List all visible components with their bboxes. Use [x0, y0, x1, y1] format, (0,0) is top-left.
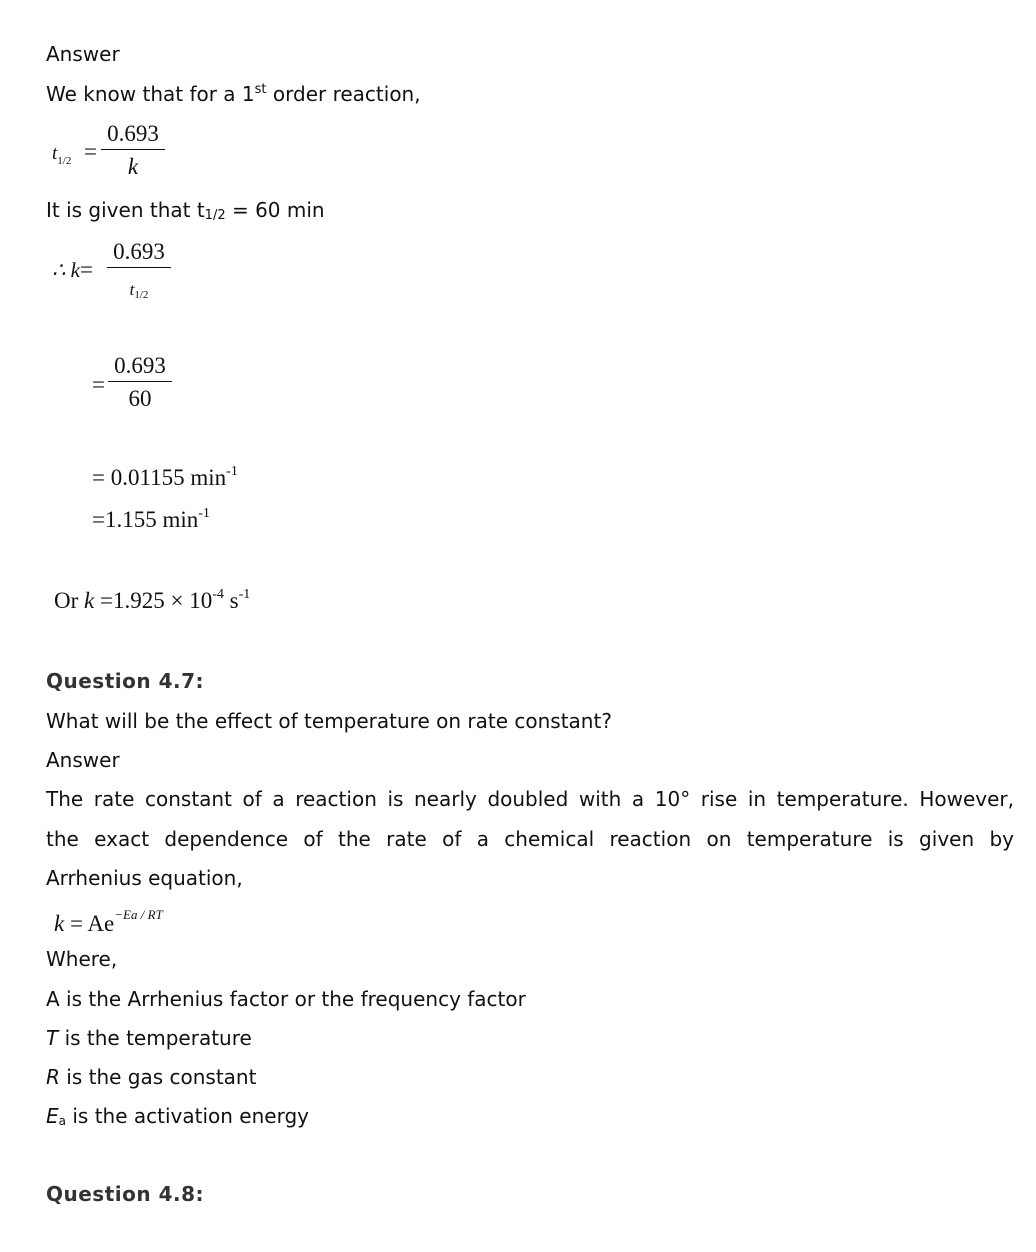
- def-E-sub: a: [58, 1114, 66, 1128]
- formula-k-eq: =: [79, 257, 93, 282]
- formula-half-life-lhs: [52, 140, 71, 167]
- definition-Ea: [46, 1106, 309, 1127]
- t-var: t: [52, 143, 58, 164]
- question-4-7-text: What will be the effect of temperature on rate constant?: [46, 709, 612, 733]
- result-3-mid: =1.925 × 10: [94, 588, 213, 613]
- den-t-sub: 1/2: [134, 289, 149, 301]
- formula-k-lhs: [52, 258, 93, 281]
- fraction-denominator: [130, 268, 149, 301]
- result-3-exp: -4: [212, 587, 224, 602]
- intro-pre: We know that for a 1: [46, 82, 255, 106]
- result-1-sup: -1: [226, 464, 238, 479]
- def-E-text: is the activation energy: [66, 1104, 309, 1128]
- def-R-text: is the gas constant: [59, 1065, 257, 1089]
- arrhenius-rhs: = Ae: [64, 911, 115, 936]
- given-sub: 1/2: [204, 208, 226, 223]
- definition-T: [46, 1028, 252, 1048]
- question-4-7-title: Question 4.7:: [46, 669, 204, 693]
- arrhenius-equation: [54, 907, 163, 936]
- given-pre: It is given that t: [46, 198, 205, 222]
- result-3-pre: Or: [54, 588, 85, 613]
- definition-A: A is the Arrhenius factor or the frequency factor: [46, 987, 526, 1011]
- answer-heading-4-7: Answer: [46, 748, 120, 772]
- answer-line-1: The rate constant of a reaction is nearly doubled with a 10° rise in temperature. However,: [46, 787, 1014, 811]
- therefore-k: ∴ k: [52, 258, 80, 282]
- result-3-unit-sup: -1: [238, 587, 251, 602]
- formula-half-life-fraction: [101, 122, 165, 178]
- definition-R: [46, 1067, 256, 1087]
- formula-sub-fraction: [108, 354, 172, 410]
- result-1-text: = 0.01155 min: [92, 465, 227, 490]
- arrhenius-exponent: −Ea / RT: [114, 907, 163, 922]
- given-post: = 60 min: [225, 198, 325, 222]
- answer-line-3: Arrhenius equation,: [46, 866, 243, 890]
- result-line-1: [92, 465, 238, 489]
- def-E-var: E: [46, 1104, 59, 1128]
- answer-heading: Answer: [46, 42, 120, 66]
- fraction-numerator: 0.693: [114, 353, 166, 378]
- result-line-2: [92, 507, 210, 531]
- question-4-8-title: Question 4.8:: [46, 1182, 204, 1206]
- intro-sup: st: [254, 82, 267, 97]
- result-2-sup: -1: [198, 506, 210, 521]
- t-sub: 1/2: [57, 155, 72, 167]
- fraction-numerator: 0.693: [113, 239, 165, 264]
- arrhenius-k: k: [54, 911, 65, 936]
- answer-line-2: the exact dependence of the rate of a chemical reaction on temperature is given by: [46, 827, 1014, 851]
- formula-half-life-eq: =: [84, 139, 97, 164]
- result-2-text: =1.155 min: [92, 507, 199, 532]
- intro-text: [46, 83, 421, 104]
- formula-k-fraction: [107, 240, 171, 301]
- def-T-text: is the temperature: [58, 1026, 252, 1050]
- den-t-var: t: [129, 280, 135, 299]
- fraction-numerator: 0.693: [107, 121, 159, 146]
- result-3-unit: s: [223, 588, 239, 613]
- def-R-var: R: [46, 1065, 60, 1089]
- given-text: [46, 200, 325, 222]
- intro-post: order reaction,: [266, 82, 421, 106]
- where-text: Where,: [46, 947, 118, 971]
- result-line-3: [54, 588, 250, 612]
- fraction-denominator: k: [127, 154, 139, 179]
- fraction-denominator: 60: [128, 386, 152, 411]
- def-T-var: T: [46, 1026, 59, 1050]
- result-3-var: k: [84, 588, 95, 613]
- formula-sub-eq: =: [92, 372, 105, 397]
